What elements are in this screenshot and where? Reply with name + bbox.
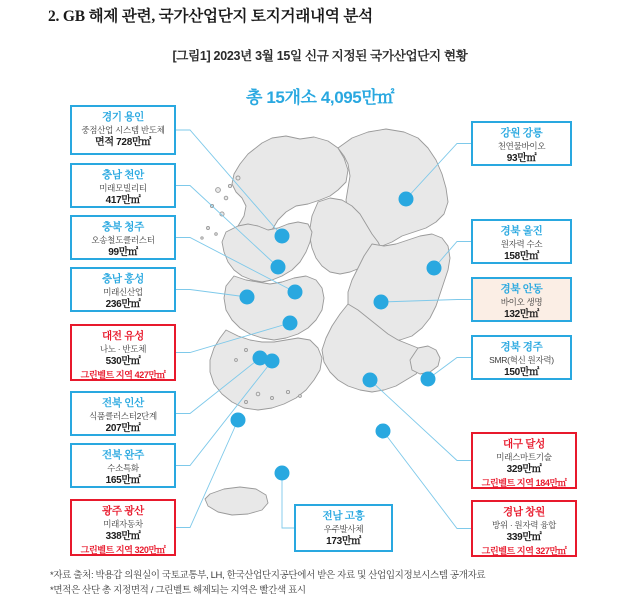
callout-jeonbuk-iksan[interactable] bbox=[70, 391, 176, 436]
callout-region-chungbuk-cheongju: 충북 청주 bbox=[102, 221, 144, 233]
map-marker-gyeongbuk-gyeongju[interactable] bbox=[421, 372, 436, 387]
callout-industry-daegu-dalseong: 미래스마트기술 bbox=[496, 452, 552, 463]
callout-area-gyeongbuk-uljin: 158만㎡ bbox=[504, 251, 539, 263]
callout-region-gyeongnam-changwon: 경남 창원 bbox=[503, 506, 545, 518]
callout-greenbelt-daejeon-yuseong: 그린벨트 지역 427만㎡ bbox=[80, 370, 166, 381]
callout-daejeon-yuseong[interactable] bbox=[70, 324, 176, 381]
map-marker-gyeongnam-changwon[interactable] bbox=[376, 424, 391, 439]
callout-area-gwangju-gwangsan: 338만㎡ bbox=[105, 531, 141, 543]
callout-area-chungbuk-cheongju: 99만㎡ bbox=[108, 247, 138, 259]
callout-jeonnam-goheung[interactable] bbox=[294, 504, 393, 552]
callout-chungbuk-cheongju[interactable] bbox=[70, 215, 176, 260]
footnote-source: *자료 출처: 박용갑 의원실이 국토교통부, LH, 한국산업단지공단에서 받은 자료 및 산업입지정보시스템 공개자료 bbox=[50, 570, 486, 581]
callout-gyeongnam-changwon[interactable] bbox=[471, 500, 577, 557]
callout-greenbelt-gyeongnam-changwon: 그린벨트 지역 327만㎡ bbox=[481, 546, 567, 557]
callout-greenbelt-daegu-dalseong: 그린벨트 지역 184만㎡ bbox=[481, 478, 567, 489]
callout-region-jeonbuk-iksan: 전북 인산 bbox=[102, 397, 144, 409]
callout-area-daegu-dalseong: 329만㎡ bbox=[506, 464, 542, 476]
map-marker-gyeonggi-yongin[interactable] bbox=[275, 229, 290, 244]
map-marker-daegu-dalseong[interactable] bbox=[363, 373, 378, 388]
callout-region-gyeonggi-yongin: 경기 용인 bbox=[102, 111, 144, 123]
callout-industry-jeonbuk-wanju: 수소특화 bbox=[107, 463, 139, 474]
callout-gyeongbuk-andong[interactable] bbox=[471, 277, 572, 322]
callout-industry-chungbuk-cheongju: 오송철도클러스터 bbox=[91, 235, 155, 246]
callout-area-gyeongbuk-gyeongju: 150만㎡ bbox=[504, 367, 539, 379]
callout-area-gyeongbuk-andong: 132만㎡ bbox=[504, 309, 539, 321]
callout-gyeongbuk-gyeongju[interactable] bbox=[471, 335, 572, 380]
map-marker-gangwon-gangneung[interactable] bbox=[399, 192, 414, 207]
total-headline: 총 15개소 4,095만㎡ bbox=[246, 88, 394, 107]
callout-industry-daejeon-yuseong: 나노 · 반도체 bbox=[99, 344, 147, 355]
callout-region-gyeongbuk-andong: 경북 안동 bbox=[500, 283, 543, 295]
map-marker-chungnam-hongseong[interactable] bbox=[240, 290, 255, 305]
callout-area-gangwon-gangneung: 93만㎡ bbox=[506, 153, 537, 165]
callout-area-daejeon-yuseong: 530만㎡ bbox=[105, 356, 141, 368]
callout-region-gyeongbuk-uljin: 경북 울진 bbox=[500, 225, 543, 237]
map-marker-gwangju-gwangsan[interactable] bbox=[231, 413, 246, 428]
callout-industry-gyeongnam-changwon: 방위 · 원자력 융합 bbox=[491, 520, 557, 531]
callout-area-chungnam-cheonan: 417만㎡ bbox=[105, 195, 141, 207]
callout-industry-gyeonggi-yongin: 중점산업 시스템 반도체 bbox=[81, 125, 165, 136]
callout-area-chungnam-hongseong: 236만㎡ bbox=[105, 299, 141, 311]
footnote-legend: *면적은 산단 총 지정면적 / 그린벨트 해제되는 지역은 빨간색 표시 bbox=[50, 584, 306, 596]
callout-region-chungnam-hongseong: 충남 홍성 bbox=[102, 273, 144, 285]
map-marker-jeonnam-goheung[interactable] bbox=[275, 466, 290, 481]
callout-industry-jeonnam-goheung: 우주발사체 bbox=[323, 524, 364, 535]
callout-industry-chungnam-hongseong: 미래신산업 bbox=[103, 287, 143, 298]
callout-industry-chungnam-cheonan: 미래모빌리티 bbox=[99, 183, 147, 194]
callout-region-gwangju-gwangsan: 광주 광산 bbox=[102, 505, 144, 517]
callout-region-chungnam-cheonan: 충남 천안 bbox=[102, 169, 144, 181]
callout-gyeonggi-yongin[interactable] bbox=[70, 105, 176, 155]
callout-industry-gyeongbuk-andong: 바이오 생명 bbox=[500, 297, 543, 308]
callout-area-jeonbuk-iksan: 207만㎡ bbox=[105, 423, 141, 435]
callout-daegu-dalseong[interactable] bbox=[471, 432, 577, 489]
callout-gyeongbuk-uljin[interactable] bbox=[471, 219, 572, 264]
callout-industry-gwangju-gwangsan: 미래자동차 bbox=[103, 519, 143, 530]
callout-region-gangwon-gangneung: 강원 강릉 bbox=[500, 127, 543, 139]
callout-chungnam-hongseong[interactable] bbox=[70, 267, 176, 312]
map-marker-daejeon-yuseong[interactable] bbox=[283, 316, 298, 331]
callout-industry-jeonbuk-iksan: 식품클러스터2단계 bbox=[89, 411, 157, 422]
callout-region-daegu-dalseong: 대구 달성 bbox=[503, 438, 545, 450]
map-marker-jeonbuk-wanju[interactable] bbox=[265, 354, 280, 369]
callout-area-gyeongnam-changwon: 339만㎡ bbox=[506, 532, 542, 544]
callout-region-jeonnam-goheung: 전남 고흥 bbox=[322, 510, 365, 522]
callout-area-jeonbuk-wanju: 165만㎡ bbox=[105, 475, 141, 487]
map-marker-chungnam-cheonan[interactable] bbox=[271, 260, 286, 275]
callout-industry-gyeongbuk-gyeongju: SMR(혁신 원자력) bbox=[489, 355, 554, 366]
callout-gwangju-gwangsan[interactable] bbox=[70, 499, 176, 556]
footnotes bbox=[50, 569, 595, 598]
callout-chungnam-cheonan[interactable] bbox=[70, 163, 176, 208]
figure-caption: [그림1] 2023년 3월 15일 신규 지정된 국가산업단지 현황 bbox=[172, 49, 468, 63]
map-marker-gyeongbuk-uljin[interactable] bbox=[427, 261, 442, 276]
page-title: 2. GB 해제 관련, 국가산업단지 토지거래내역 분석 bbox=[48, 8, 373, 25]
callout-region-daejeon-yuseong: 대전 유성 bbox=[102, 330, 144, 342]
callout-industry-gangwon-gangneung: 천연물바이오 bbox=[497, 141, 546, 152]
callout-gangwon-gangneung[interactable] bbox=[471, 121, 572, 166]
map-marker-chungbuk-cheongju[interactable] bbox=[288, 285, 303, 300]
callout-area-jeonnam-goheung: 173만㎡ bbox=[326, 536, 361, 548]
callout-greenbelt-gwangju-gwangsan: 그린벨트 지역 320만㎡ bbox=[80, 545, 166, 556]
callout-area-gyeonggi-yongin: 면적 728만㎡ bbox=[94, 137, 152, 149]
callout-jeonbuk-wanju[interactable] bbox=[70, 443, 176, 488]
callout-industry-gyeongbuk-uljin: 원자력 수소 bbox=[500, 239, 543, 250]
map-marker-gyeongbuk-andong[interactable] bbox=[374, 295, 389, 310]
callout-region-jeonbuk-wanju: 전북 완주 bbox=[102, 449, 144, 461]
callout-region-gyeongbuk-gyeongju: 경북 경주 bbox=[500, 341, 543, 353]
